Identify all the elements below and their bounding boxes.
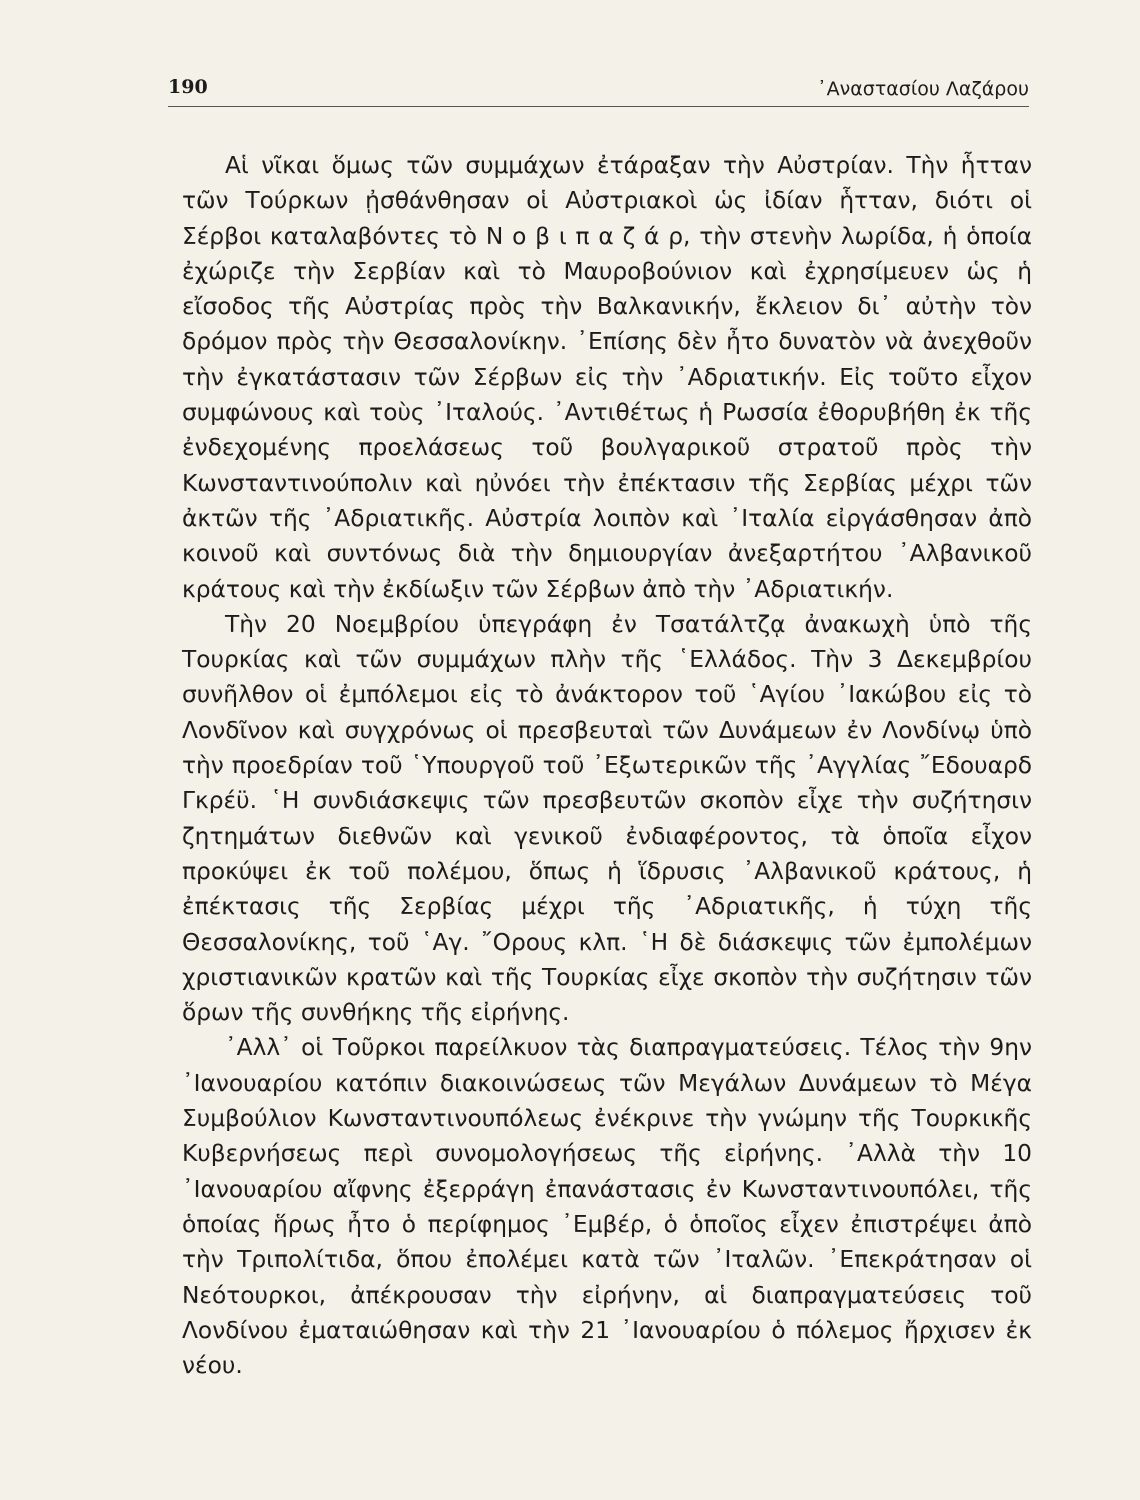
running-header-author: ᾿Αναστασίου Λαζάρου [817,78,1029,100]
running-header [168,76,1029,107]
paragraph: Τὴν 20 Νοεμβρίου ὑπεγράφη ἐν Τσατάλτζᾳ ἀνακωχὴ ὑπὸ τῆς Τουρκίας καὶ τῶν συμμάχων πλὴν τῆς ῾Ελλάδος. Τὴν 3 Δεκεμβρίου συνῆλθον οἱ ἐμπόλεμοι εἰς τὸ ἀνάκτορον τοῦ ῾Αγίου ᾿Ιακώβου εἰς τὸ Λονδῖνον καὶ συγχρόνως οἱ πρεσβευταὶ τῶν Δυνάμεων ἐν Λονδίνῳ ὑπὸ τὴν προεδρίαν τοῦ ῾Υπουργοῦ τοῦ ᾿Εξωτερικῶν τῆς ᾿Αγγλίας ῎Εδουαρδ Γκρέϋ. ῾Η συνδιάσκεψις τῶν πρεσβευτῶν σκοπὸν εἶχε τὴν συζήτησιν ζητημάτων διεθνῶν καὶ γενικοῦ ἐνδιαφέροντος, τὰ ὁποῖα εἶχον προκύψει ἐκ τοῦ πολέμου, ὅπως ἡ ἵδρυσις ᾿Αλβανικοῦ κράτους, ἡ ἐπέκτασις τῆς Σερβίας μέχρι τῆς ᾿Αδριατικῆς, ἡ τύχη τῆς Θεσσαλονίκης, τοῦ ῾Αγ. ῎Ορους κλπ. ῾Η δὲ διάσκεψις τῶν ἐμπολέμων χριστιανικῶν κρατῶν καὶ τῆς Τουρκίας εἶχε σκοπὸν τὴν συζήτησιν τῶν ὅρων τῆς συνθήκης τῆς εἰρήνης. [182,610,1032,1027]
page-number: 190 [168,76,208,98]
paragraph: ᾿Αλλ᾿ οἱ Τοῦρκοι παρείλκυον τὰς διαπραγματεύσεις. Τέλος τὴν 9ην ᾿Ιανουαρίου κατόπιν διακοινώσεως τῶν Μεγάλων Δυνάμεων τὸ Μέγα Συμβούλιον Κωνσταντινουπόλεως ἐνέκρινε τὴν γνώμην τῆς Τουρκικῆς Κυβερνήσεως περὶ συνομολογήσεως τῆς εἰρήνης. ᾿Αλλὰ τὴν 10 ᾿Ιανουαρίου αἴφνης ἐξερράγη ἐπανάστασις ἐν Κωνσταντινουπόλει, τῆς ὁποίας ἥρως ἦτο ὁ περίφημος ᾿Εμβέρ, ὁ ὁποῖος εἶχεν ἐπιστρέψει ἀπὸ τὴν Τριπολίτιδα, ὅπου ἐπολέμει κατὰ τῶν ᾿Ιταλῶν. ᾿Επεκράτησαν οἱ Νεότουρκοι, ἀπέκρουσαν τὴν εἰρήνην, αἱ διαπραγματεύσεις τοῦ Λονδίνου ἐματαιώθησαν καὶ τὴν 21 ᾿Ιανουαρίου ὁ πόλεμος ἤρχισεν ἐκ νέου. [182,1034,1032,1380]
paragraph: Αἱ νῖκαι ὅμως τῶν συμμάχων ἐτάραξαν τὴν Αὐστρίαν. Τὴν ἧτταν τῶν Τούρκων ᾐσθάνθησαν οἱ Αὐστριακοὶ ὡς ἰδίαν ἧτταν, διότι οἱ Σέρβοι καταλαβόντες τὸ Ν ο β ι π α ζ ά ρ, τὴν στενὴν λωρίδα, ἡ ὁποία ἐχώριζε τὴν Σερβίαν καὶ τὸ Μαυροβούνιον καὶ ἐχρησίμευεν ὡς ἡ εἴσοδος τῆς Αὐστρίας πρὸς τὴν Βαλκανικήν, ἔκλειον δι᾿ αὐτὴν τὸν δρόμον πρὸς τὴν Θεσσαλονίκην. ᾿Επίσης δὲν ἦτο δυνατὸν νὰ ἀνεχθοῦν τὴν ἐγκατάστασιν τῶν Σέρβων εἰς τὴν ᾿Αδριατικήν. Εἰς τοῦτο εἶχον συμφώνους καὶ τοὺς ᾿Ιταλούς. ᾿Αντιθέτως ἡ Ρωσσία ἐθορυβήθη ἐκ τῆς ἐνδεχομένης προελάσεως τοῦ βουλγαρικοῦ στρατοῦ πρὸς τὴν Κωνσταντινούπολιν καὶ ηὐνόει τὴν ἐπέκτασιν τῆς Σερβίας μέχρι τῶν ἀκτῶν τῆς ᾿Αδριατικῆς. Αὐστρία λοιπὸν καὶ ᾿Ιταλία εἰργάσθησαν ἀπὸ κοινοῦ καὶ συντόνως διὰ τὴν δημιουργίαν ἀνεξαρτήτου ᾿Αλβανικοῦ κράτους καὶ τὴν ἐκδίωξιν τῶν Σέρβων ἀπὸ τὴν ᾿Αδριατικήν. [182,152,1032,603]
body-text [182,148,1032,1383]
